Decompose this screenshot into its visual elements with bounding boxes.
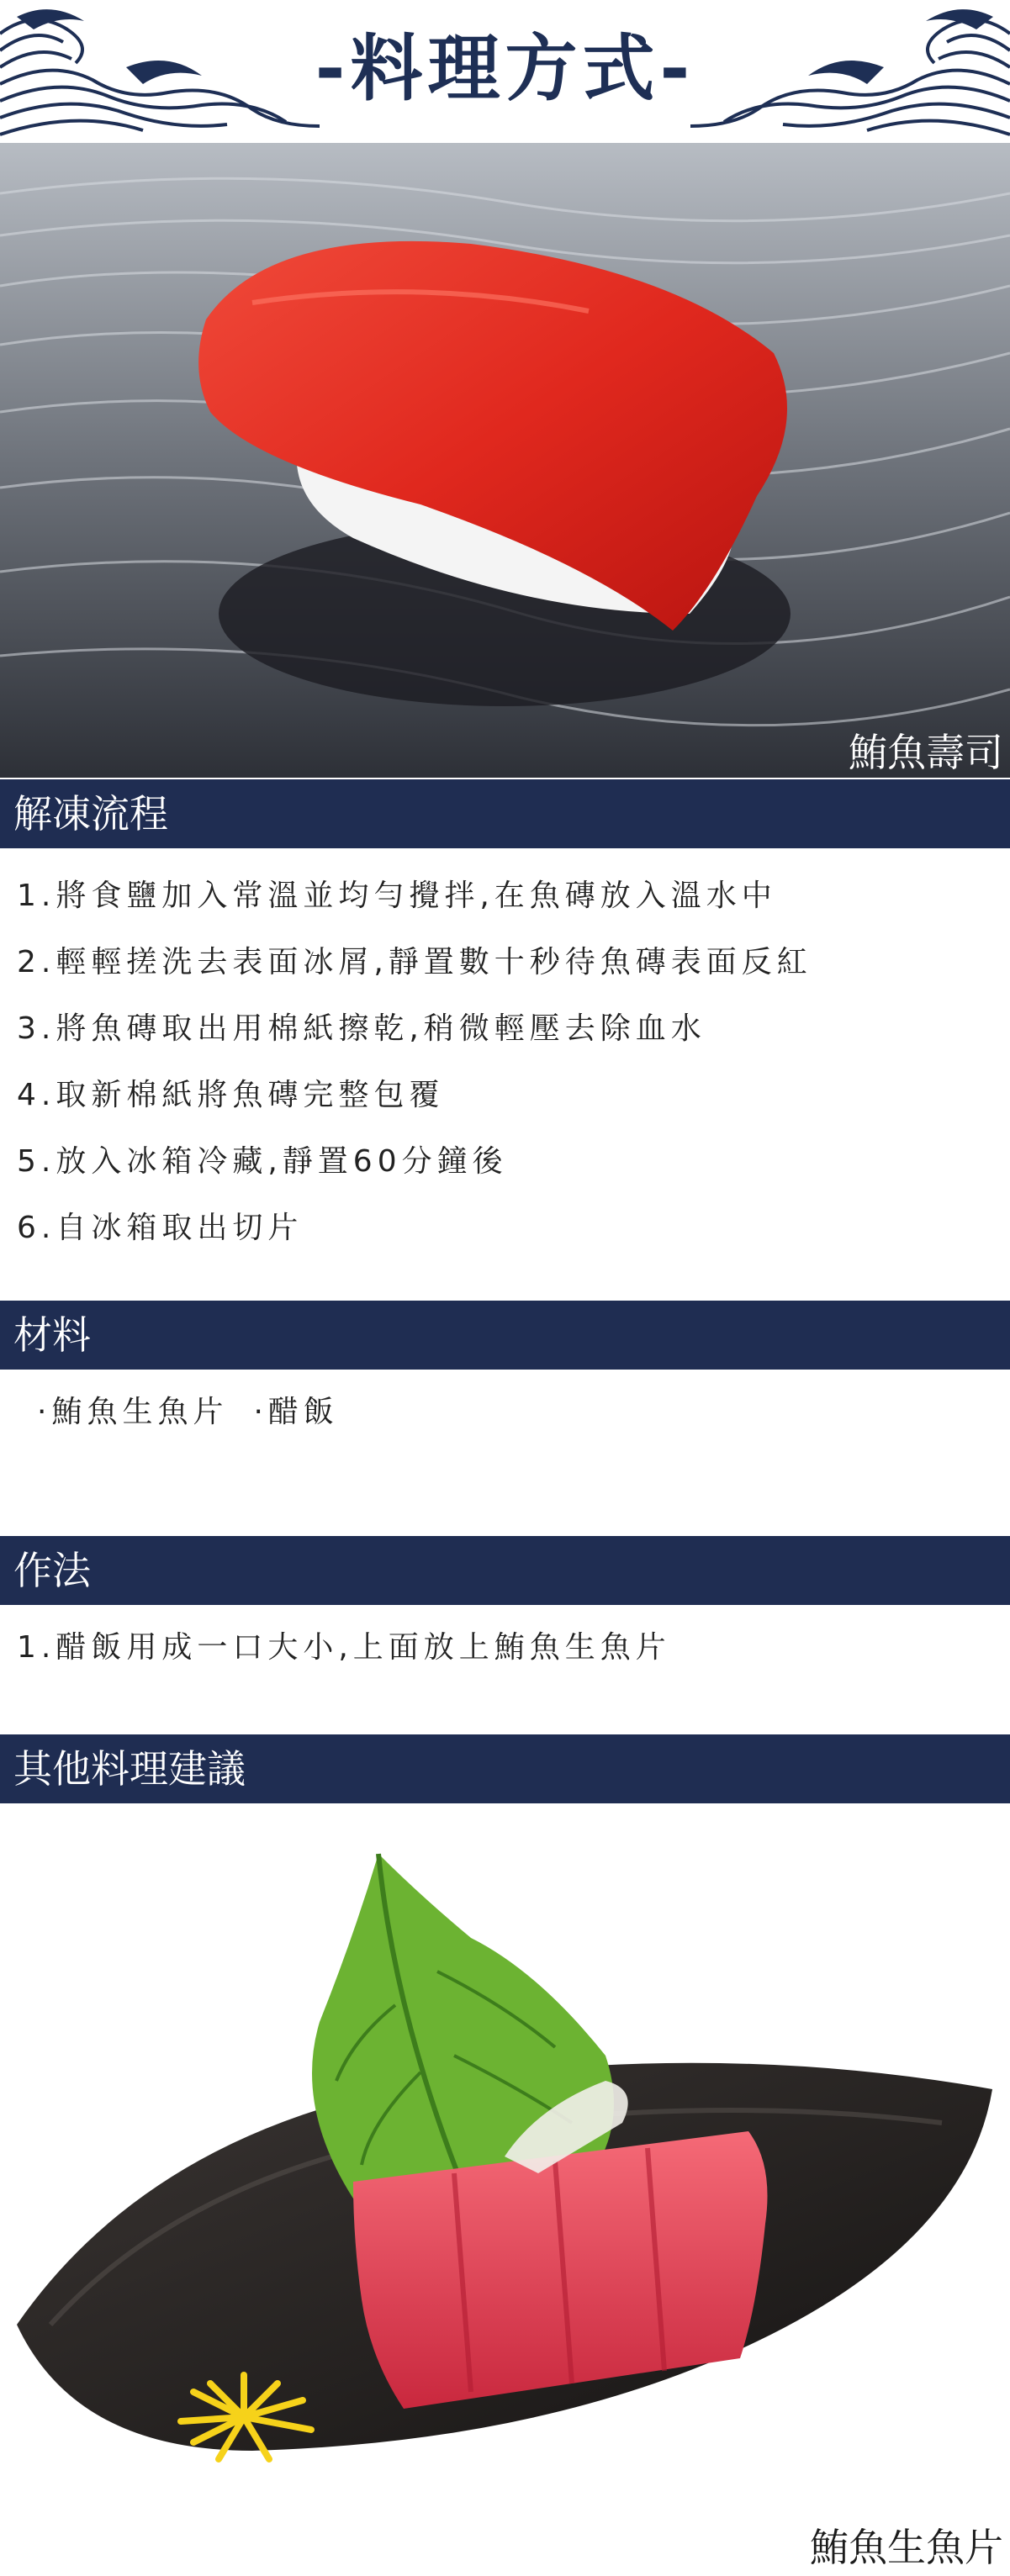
method-steps (17, 1623, 671, 1689)
list-item: 1.醋飯用成一口大小,上面放上鮪魚生魚片 (17, 1630, 671, 1665)
list-item: 4.取新棉紙將魚磚完整包覆 (17, 1078, 445, 1112)
sashimi-photo (0, 1803, 1010, 2576)
sushi-photo (0, 143, 1010, 778)
section-heading-materials: 材料 (0, 1301, 1010, 1370)
section-heading-other: 其他料理建議 (0, 1734, 1010, 1803)
thaw-steps (17, 871, 812, 1270)
list-item: 2.輕輕搓洗去表面冰屑,靜置數十秒待魚磚表面反紅 (17, 945, 812, 979)
material-item: ·鮪魚生魚片 (37, 1395, 229, 1429)
list-item: 1.將食鹽加入常溫並均勻攪拌,在魚磚放入溫水中 (17, 879, 777, 913)
sashimi-caption: 鮪魚生魚片 (810, 2525, 1003, 2570)
list-item: 6.自冰箱取出切片 (17, 1211, 304, 1245)
materials-list (37, 1387, 364, 1438)
list-item: 5.放入冰箱冷藏,靜置60分鐘後 (17, 1144, 508, 1179)
sushi-caption: 鮪魚壽司 (849, 730, 1003, 775)
section-heading-thaw: 解凍流程 (0, 779, 1010, 848)
material-item: ·醋飯 (253, 1395, 339, 1429)
list-item: 3.將魚磚取出用棉紙擦乾,稍微輕壓去除血水 (17, 1011, 706, 1046)
page-header (0, 0, 1010, 143)
page-title: -料理方式- (315, 27, 695, 111)
section-heading-method: 作法 (0, 1536, 1010, 1605)
